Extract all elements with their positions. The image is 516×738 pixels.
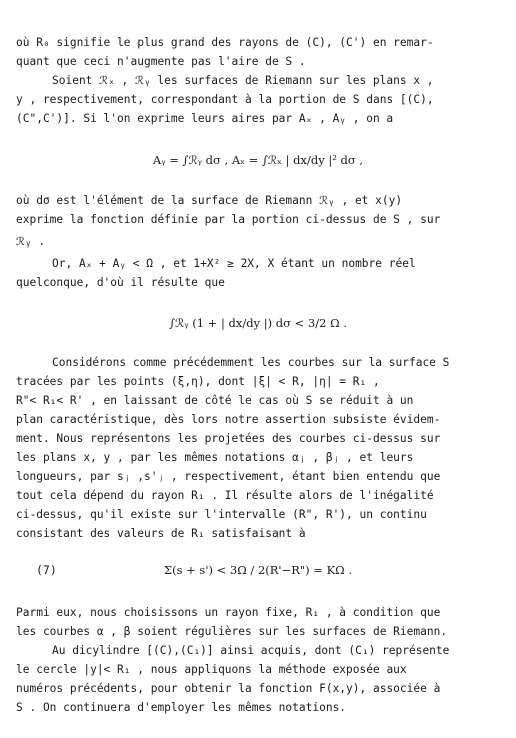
text-line: quelconque, d'où il résulte que <box>16 276 225 289</box>
text-line: S . On continuera d'employer les mêmes notations. <box>16 701 347 714</box>
text-line: y , respectivement, correspondant à la portion de S dans [(C), <box>16 93 434 106</box>
text-line: consistant des valeurs de R₁ satisfaisant à <box>16 527 306 540</box>
text-line: longueurs, par sⱼ ,s'ⱼ , respectivement, étant bien entendu que <box>16 470 441 483</box>
text-line: où dσ est l'élément de la surface de Riemann ℛᵧ , et x(y) <box>16 194 403 207</box>
text-line: exprime la fonction définie par la portion ci-dessus de S , sur <box>16 213 441 226</box>
text-line: R"< R₁< R' , en laissant de côté le cas où S se réduit à un <box>16 394 414 407</box>
text-line: Soient ℛₓ , ℛᵧ les surfaces de Riemann sur les plans x , <box>52 74 434 87</box>
text-line: ci-dessus, qu'il existe sur l'intervalle (R", R'), un continu <box>16 508 427 521</box>
equation-inequality: ∫ℛᵧ (1 + | dx/dy |) dσ < 3/2 Ω . <box>169 316 347 330</box>
text-line: tout cela dépend du rayon R₁ . Il résulte alors de l'inégalité <box>16 489 434 502</box>
equation-number: (7) <box>36 563 57 577</box>
equation-sum: Σ(s + s') < 3Ω / 2(R'−R") = KΩ . <box>163 563 353 577</box>
text-line: Parmi eux, nous choisissons un rayon fixe, R₁ , à condition que <box>16 606 441 619</box>
equation-areas: Aᵧ = ∫ℛᵧ dσ , Aₓ = ∫ℛₓ | dx/dy |² dσ , <box>152 153 364 167</box>
text-line: les plans x, y , par les mêmes notations αⱼ , βⱼ , et leurs <box>16 451 414 464</box>
text-line: Or, Aₓ + Aᵧ < Ω , et 1+X² ≥ 2X, X étant un nombre réel <box>52 257 416 270</box>
text-line: numéros précédents, pour obtenir la fonction F(x,y), associée à <box>16 682 441 695</box>
text-line: où R₀ signifie le plus grand des rayons de (C), (C') en remar- <box>16 36 434 49</box>
text-line: ment. Nous représentons les projetées des courbes ci-dessus sur <box>16 432 441 445</box>
text-line: quant que ceci n'augmente pas l'aire de S . <box>16 55 306 68</box>
text-line: tracées par les points (ξ,η), dont |ξ| < R, |η| = R₁ , <box>16 375 380 388</box>
text-line: (C",C')]. Si l'on exprime leurs aires par Aₓ , Aᵧ , on a <box>16 112 394 125</box>
text-line: les courbes α , β soient régulières sur les surfaces de Riemann. <box>16 625 448 638</box>
text-line: Considérons comme précédemment les courbes sur la surface S <box>52 356 450 369</box>
text-line: le cercle |y|< R₁ , nous appliquons la méthode exposée aux <box>16 663 407 676</box>
text-line: plan caractéristique, dès lors notre assertion subsiste évidem- <box>16 413 441 426</box>
text-line: Au dicylindre [(C),(C₁)] ainsi acquis, dont (C₁) représente <box>52 644 450 657</box>
text-line: ℛᵧ . <box>16 235 46 248</box>
